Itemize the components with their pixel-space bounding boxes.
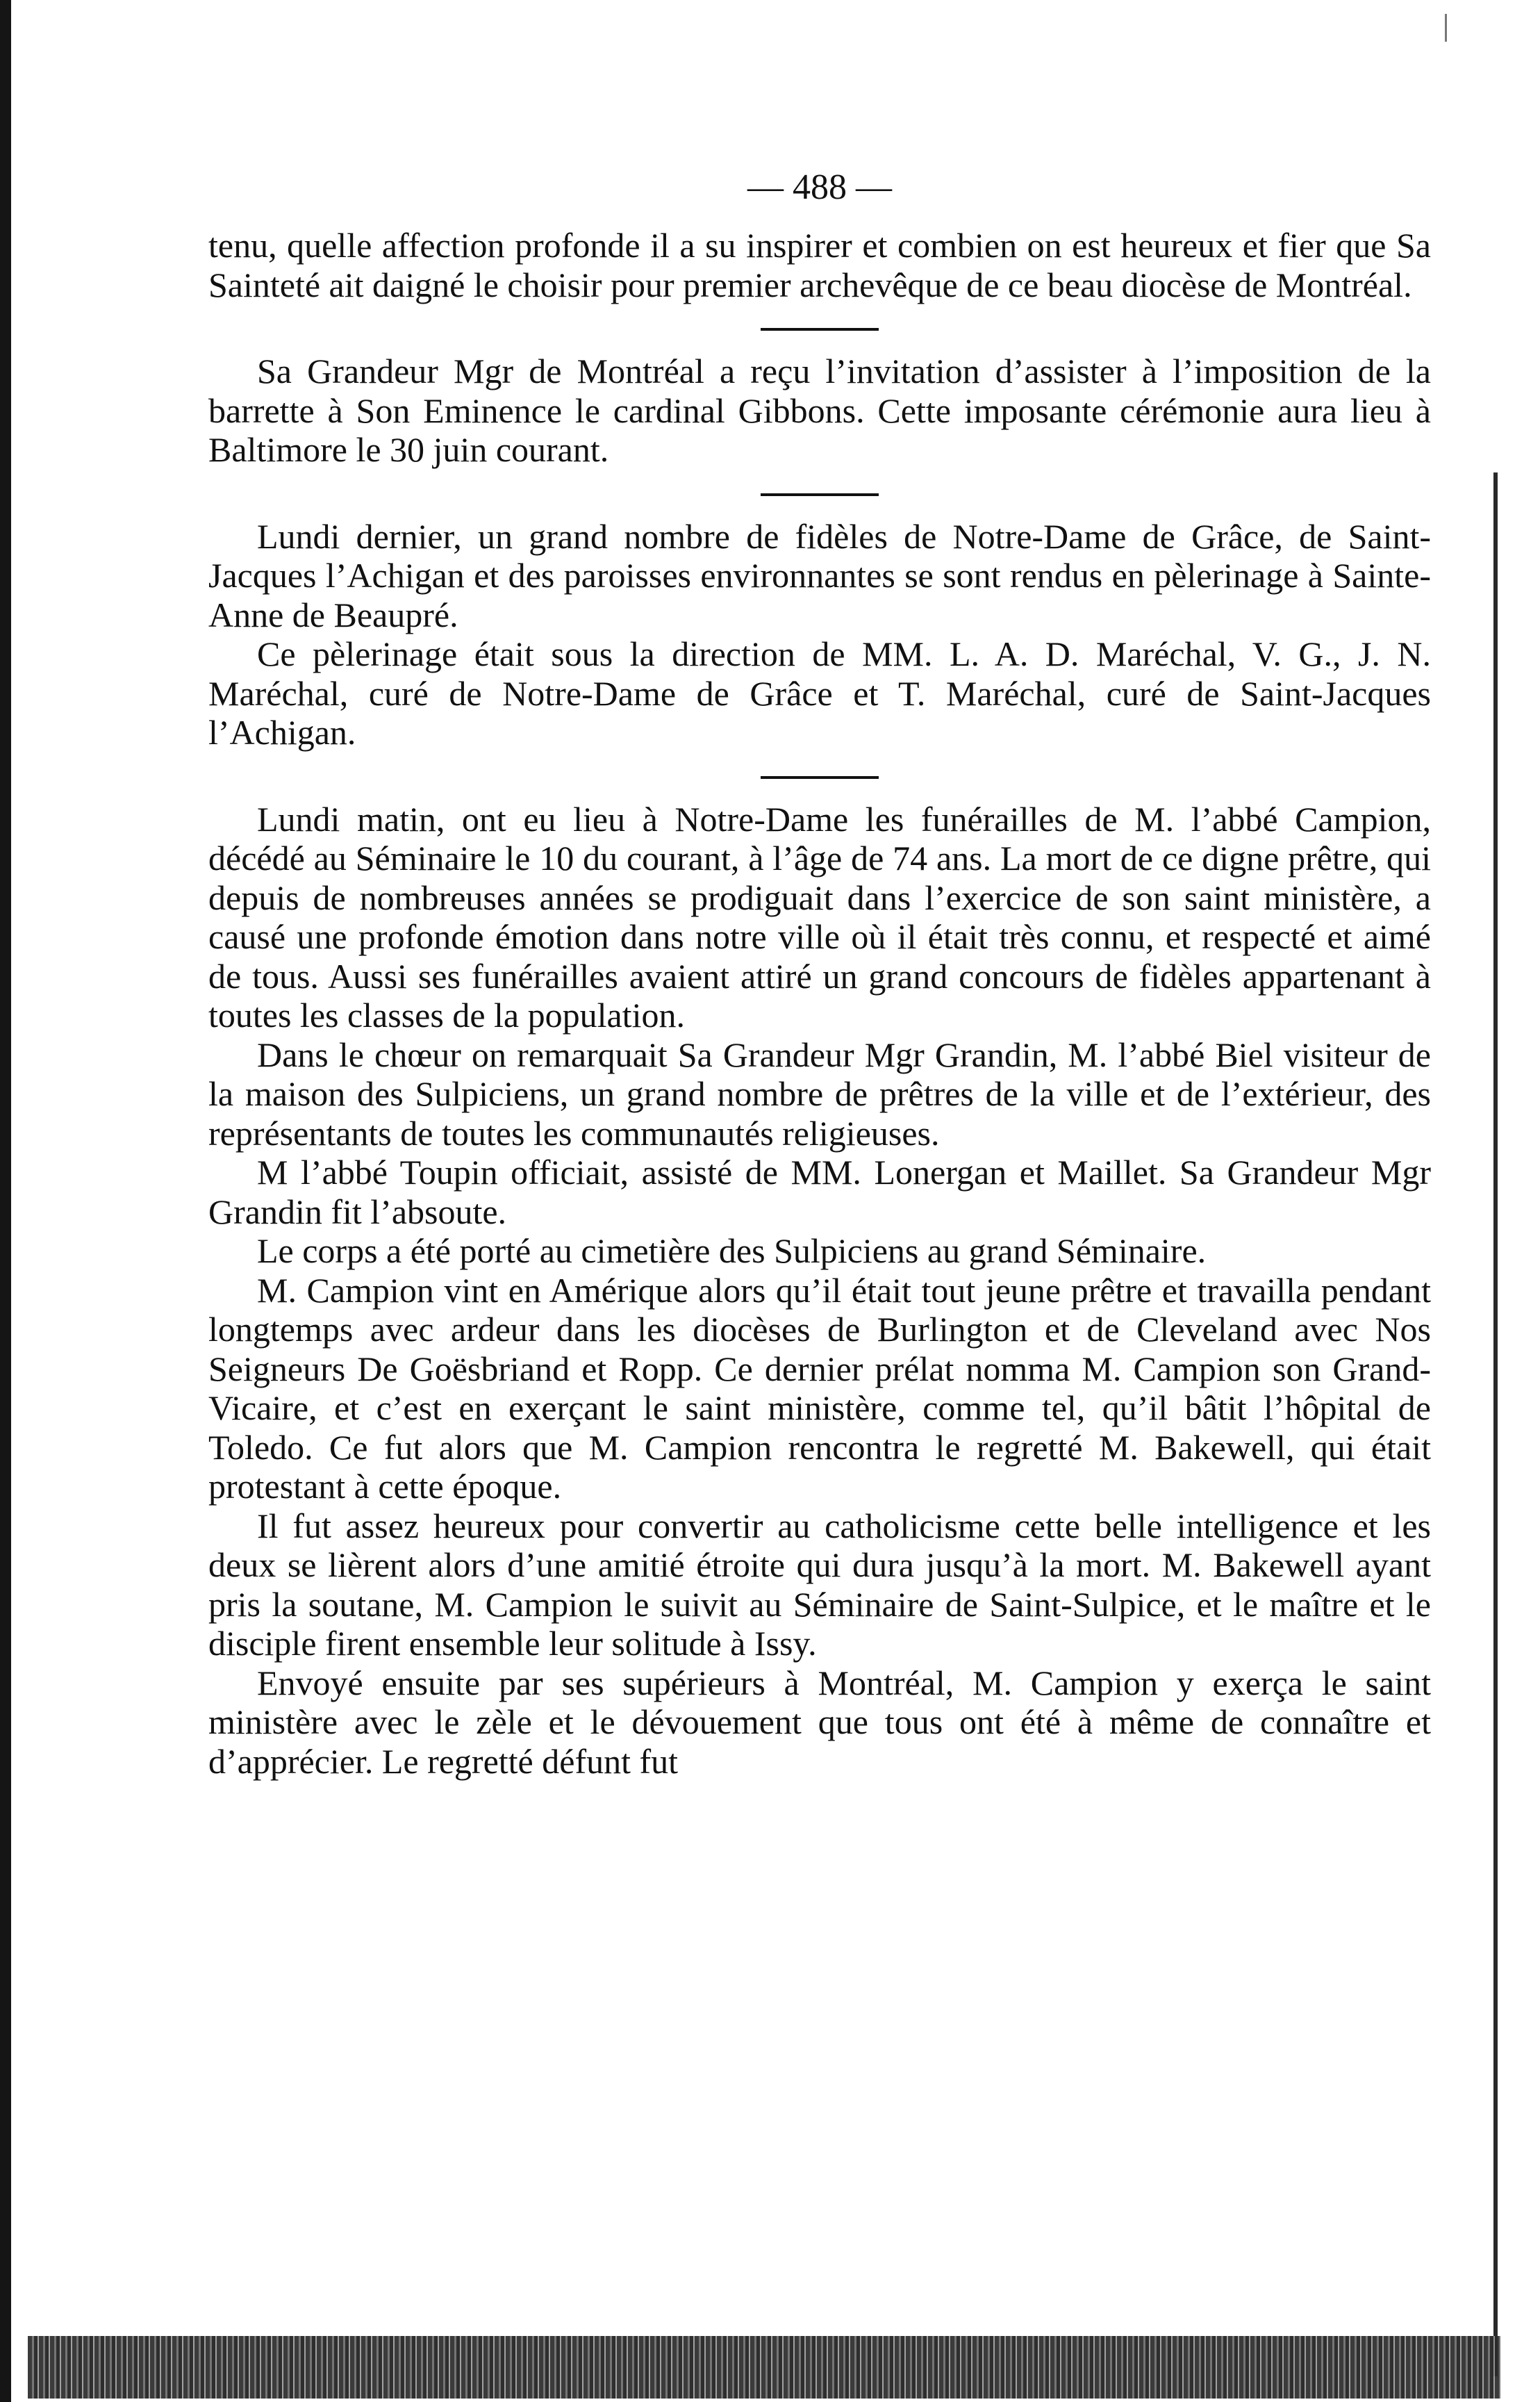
page-number: — 488 — — [747, 167, 892, 207]
paragraph: Le corps a été porté au cimetière des Sulpiciens au grand Séminaire. — [257, 1231, 1207, 1270]
scan-right-mark — [1445, 14, 1447, 42]
paragraph: Dans le chœur on remarquait Sa Grandeur Mgr Grandin, M. l’abbé Biel visiteur de la maison des Sulpiciens, un grand nombre de prêtres de la ville et de l’extérieur, des représentants de toutes les communautés religieuses. — [208, 1035, 1431, 1153]
page — [208, 156, 1431, 1781]
section-divider — [761, 776, 879, 779]
page-body — [208, 226, 1431, 1781]
paragraph: Envoyé ensuite par ses supérieurs à Montréal, M. Campion y exerça le saint ministère avec le zèle et le dévouement que tous ont été à même de connaître et d’apprécier. Le regretté défunt fut — [208, 1663, 1431, 1781]
paragraph: Sa Grandeur Mgr de Montréal a reçu l’invitation d’assister à l’imposition de la barrette à Son Eminence le cardinal Gibbons. Cette imposante cérémonie aura lieu à Baltimore le 30 juin courant. — [208, 352, 1431, 469]
section-divider — [761, 493, 879, 496]
scan-left-edge — [0, 0, 11, 2402]
section-divider — [761, 328, 879, 331]
scan-bottom-strip — [28, 2336, 1500, 2399]
paragraph: Il fut assez heureux pour convertir au catholicisme cette belle intelligence et les deux se lièrent alors d’une amitié étroite qui dura jusqu’à la mort. M. Bakewell ayant pris la soutane, M. Campion le suivit au Séminaire de Saint-Sulpice, et le maître et le disciple firent ensemble leur solitude à Issy. — [208, 1506, 1431, 1663]
paragraph: M l’abbé Toupin officiait, assisté de MM. Lonergan et Maillet. Sa Grandeur Mgr Grandin fit l’absoute. — [208, 1153, 1431, 1231]
paragraph: Lundi dernier, un grand nombre de fidèles de Notre-Dame de Grâce, de Saint-Jacques l’Achigan et des paroisses environnantes se sont rendus en pèlerinage à Sainte-Anne de Beaupré. — [208, 516, 1431, 634]
paragraph: Lundi matin, ont eu lieu à Notre-Dame les funérailles de M. l’abbé Campion, décédé au Séminaire le 10 du courant, à l’âge de 74 ans. La mort de ce digne prêtre, qui depuis de nombreuses années se prodiguait dans l’exercice de son saint ministère, a causé une profonde émotion dans notre ville où il était très connu, et respecté et aimé de tous. Aussi ses funérailles avaient attiré un grand concours de fidèles appartenant à toutes les classes de la population. — [208, 799, 1431, 1035]
section-archeveque — [208, 226, 1431, 304]
scan-right-edge — [1493, 472, 1498, 2376]
paragraph: M. Campion vint en Amérique alors qu’il était tout jeune prêtre et travailla pendant longtemps avec ardeur dans les diocèses de Burlington et de Cleveland avec Nos Seigneurs De Goësbriand et Ropp. Ce dernier prélat nomma M. Campion son Grand-Vicaire, et c’est en exerçant le saint ministère, comme tel, qu’il bâtit l’hôpital de Toledo. Ce fut alors que M. Campion rencontra le regretté M. Bakewell, qui était protestant à cette époque. — [208, 1270, 1431, 1506]
section-barrette — [208, 352, 1431, 470]
section-funerailles — [208, 800, 1431, 1782]
section-pelerinage — [208, 517, 1431, 752]
paragraph: Ce pèlerinage était sous la direction de MM. L. A. D. Maréchal, V. G., J. N. Maréchal, curé de Notre-Dame de Grâce et T. Maréchal, curé de Saint-Jacques l’Achigan. — [208, 634, 1431, 752]
paragraph: tenu, quelle affection profonde il a su inspirer et combien on est heureux et fier que Sa Sainteté ait daigné le choisir pour premier archevêque de ce beau diocèse de Montréal. — [208, 226, 1431, 304]
